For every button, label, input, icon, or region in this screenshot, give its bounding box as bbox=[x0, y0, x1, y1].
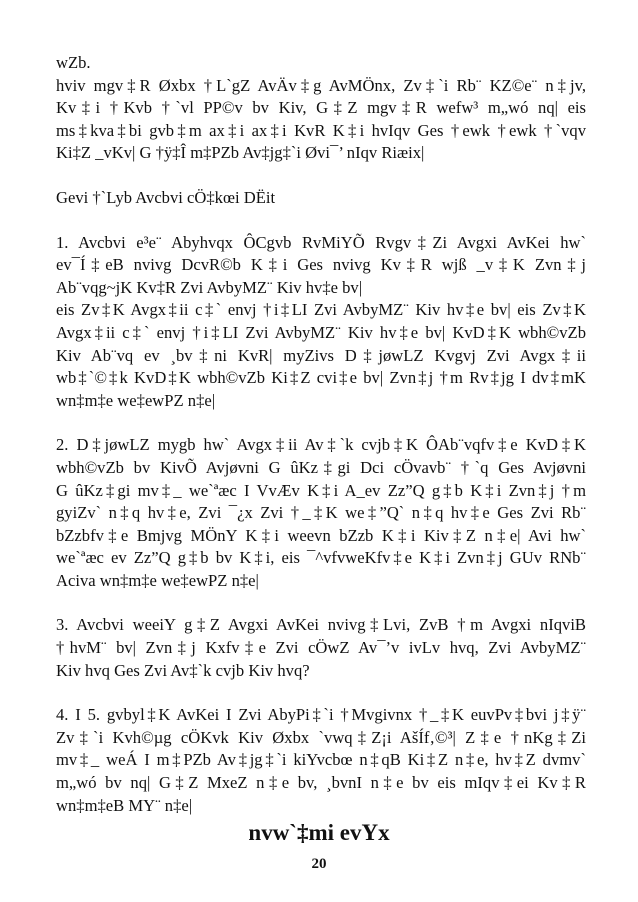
text-line: gyiZv` n‡q hv‡e, Zvi ¯¿x Zvi †_‡K we‡”Q` n‡q hv‡e Ges Zvi Rb¨ bbox=[56, 503, 586, 523]
text-line: wn‡m‡e we‡ewPZ n‡e| bbox=[56, 390, 216, 410]
text-line: 4. I 5. gvbyl‡K AvKei I Zvi AbyPi‡`i †Mvgivnx †_‡K euvPv‡bvi j‡ÿ¨ bbox=[56, 705, 586, 725]
page-number: 20 bbox=[311, 856, 327, 872]
text-line: hviv mgv‡R Øxbx †L`gZ AvÄv‡g AvMÖnx, Zv‡`i Rb¨ KZ©e¨ n‡jv, bbox=[56, 75, 586, 95]
paragraph-2 bbox=[56, 434, 586, 592]
paragraph-intro bbox=[56, 52, 586, 165]
paragraph-gap bbox=[56, 165, 586, 187]
text-line: bZzbfv‡e Bmjvg MÖnY K‡i weevn bZzb K‡i Kiv‡Z n‡e| Avi hw` bbox=[56, 525, 586, 545]
text-line: wn‡m‡eB MY¨ n‡e| bbox=[56, 795, 193, 815]
paragraph-4 bbox=[56, 704, 586, 817]
text-line: †hvM¨ bv| Zvn‡j Kxfv‡e Zvi cÖwZ Av¯’v ivLv hvq, Zvi AvbyMZ¨ bbox=[56, 638, 586, 658]
paragraph-1 bbox=[56, 232, 586, 413]
page-body bbox=[56, 52, 586, 817]
text-line: Aciva wn‡m‡e we‡ewPZ n‡e| bbox=[56, 570, 259, 590]
text-line: ms‡kva‡bi gvb‡m ax‡i ax‡i KvR K‡i hvIqv Ges †ewk †ewk †`vqv bbox=[56, 120, 586, 140]
footer-title: nvw`‡mi evYx bbox=[248, 820, 390, 845]
text-line: Avgx‡ii c‡` envj †i‡LI Zvi AvbyMZ¨ Kiv hv‡e bv| KvD‡K wbh©vZb bbox=[56, 322, 586, 342]
text-line: G ûKz‡gi mv‡_ we`ªæc I VvÆv K‡i A_ev Zz”Q g‡b K‡i Zvn‡j †m bbox=[56, 480, 586, 500]
text-line: 3. Avcbvi weeiY g‡Z Avgxi AvKei nvivg‡Lvi, ZvB †m Avgxi nIqviB bbox=[56, 615, 586, 635]
text-line: eis Zv‡K Avgx‡ii c‡` envj †i‡LI Zvi AvbyMZ¨ Kiv hv‡e bv| eis Zv‡K bbox=[56, 300, 586, 320]
text-line: Kv‡i †Kvb †`vl PP©v bv Kiv, G‡Z mgv‡R wefw³ m„wó nq| eis bbox=[56, 98, 586, 118]
text-line: wZb. bbox=[56, 53, 91, 72]
text-line: 1. Avcbvi e³e¨ Abyhvqx ÔCgvb RvMiYÕ Rvgv‡Zi Avgxi AvKei hw` bbox=[56, 232, 586, 252]
text-line: m„wó bv nq| G‡Z MxeZ n‡e bv, ¸bvnI n‡e bv eis mIqv‡ei Kv‡R bbox=[56, 773, 586, 793]
text-line: Kiv hvq Ges Zvi Av‡`k cvjb Kiv hvq? bbox=[56, 660, 310, 680]
text-line: wb‡`©‡k KvD‡K wbh©vZb Ki‡Z cvi‡e bv| Zvn‡j †m Rv‡jg I dv‡mK bbox=[56, 368, 586, 388]
text-line: 2. D‡jøwLZ mygb hw` Avgx‡ii Av‡`k cvjb‡K ÔAb¨vqfv‡e KvD‡K bbox=[56, 435, 586, 455]
text-line: Ki‡Z _vKv| G †ÿ‡Î m‡PZb Av‡jg‡`i Øvi¯’ nIqv Riæix| bbox=[56, 143, 425, 163]
text-line: Kiv Ab¨vq ev ¸bv‡ni KvR| myZivs D‡jøwLZ Kvgvj Zvi Avgx‡ii bbox=[56, 345, 586, 365]
paragraph-gap bbox=[56, 210, 586, 232]
text-line: we`ªæc ev Zz”Q g‡b bv K‡i, eis ¯^vfvweKfv‡e K‡i Zvn‡j GUv RNb¨ bbox=[56, 548, 586, 568]
text-line: ev¯Í‡eB nvivg DcvR©b K‡i Ges nvivg Kv‡R wjß _v‡K Zvn‡j bbox=[56, 255, 586, 275]
text-line: Zv‡`i Kvh©µg cÖKvk Kiv Øxbx `vwq‡Z¡i AšÍf‚©³| Z‡e †nKg‡Zi bbox=[56, 727, 586, 747]
text-line: Ab¨vqg~jK Kv‡R Zvi AvbyMZ¨ Kiv hv‡e bv| bbox=[56, 277, 363, 297]
paragraph-gap bbox=[56, 412, 586, 434]
paragraph-gap bbox=[56, 592, 586, 614]
section-heading bbox=[56, 187, 586, 210]
heading-text: Gevi †`Lyb Avcbvi cÖ‡kœi DËit bbox=[56, 187, 276, 207]
text-line: mv‡_ weÁ I m‡PZb Av‡jg‡`i kiYvcbœ n‡qB Ki‡Z n‡e, hv‡Z dvmv` bbox=[56, 750, 586, 770]
paragraph-gap bbox=[56, 682, 586, 704]
text-line: wbh©vZb bv KivÕ Avjøvni G ûKz‡gi Dci cÖvavb¨ †`q Ges Avjøvni bbox=[56, 457, 586, 477]
paragraph-3 bbox=[56, 614, 586, 682]
